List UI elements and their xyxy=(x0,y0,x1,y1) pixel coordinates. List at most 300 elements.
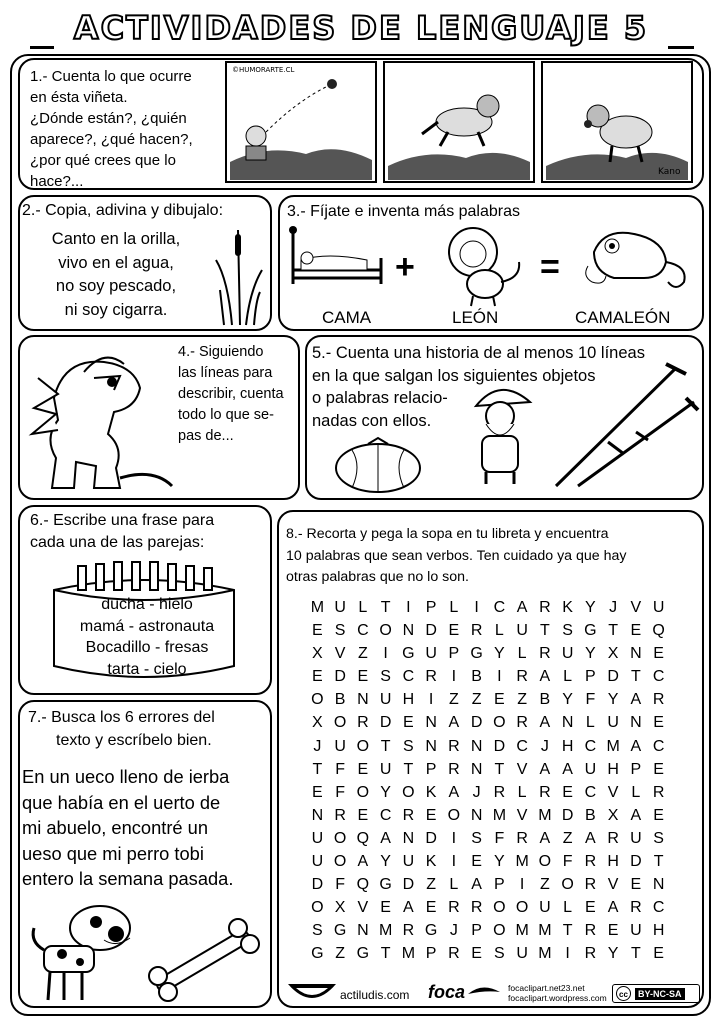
word-search-letter: Y xyxy=(607,691,619,709)
word-search-letter: U xyxy=(379,760,392,778)
word-search-row xyxy=(306,735,670,758)
word-search-letter: E xyxy=(357,668,369,686)
word-search-row xyxy=(306,850,670,873)
act7-title-line: texto y escríbelo bien. xyxy=(56,732,212,749)
word-search-letter: H xyxy=(561,737,574,755)
license-badge xyxy=(612,984,700,1003)
word-search-letter: N xyxy=(630,714,642,732)
word-search-letter: T xyxy=(312,760,323,778)
word-search-letter: X xyxy=(607,806,619,824)
word-search-letter: Y xyxy=(607,945,619,963)
word-search-letter: I xyxy=(565,945,570,963)
word-search-letter: O xyxy=(333,714,347,732)
word-search-letter: A xyxy=(380,829,391,847)
word-search-letter: O xyxy=(493,899,506,917)
word-search-letter: U xyxy=(630,922,642,940)
word-search-letter: N xyxy=(311,806,324,824)
word-search-letter: E xyxy=(562,783,573,801)
word-search-letter: T xyxy=(653,853,664,871)
footer-site-link[interactable]: focaclipart.wordpress.com xyxy=(508,993,607,1003)
word-search-letter: H xyxy=(652,922,665,940)
word-search-letter: I xyxy=(519,876,525,894)
act8-text xyxy=(286,524,704,589)
word-search-letter: O xyxy=(493,714,506,732)
word-search-letter: X xyxy=(312,714,323,732)
word-search-letter: E xyxy=(357,760,369,778)
word-search-letter: E xyxy=(653,945,664,963)
word-search-letter: A xyxy=(585,829,596,847)
pair-item: mamá - astronauta xyxy=(79,617,215,635)
act7-line: entero la semana pasada. xyxy=(22,868,234,889)
word-search-letter: Y xyxy=(380,783,391,801)
cc-icon: cc xyxy=(616,986,631,1001)
word-search-letter: U xyxy=(334,599,346,616)
word-search-letter: R xyxy=(539,783,551,801)
word-search-letter: N xyxy=(470,737,483,755)
word-search-letter: R xyxy=(425,668,437,686)
word-search-letter: G xyxy=(402,645,415,663)
word-search-letter: R xyxy=(493,783,506,801)
word-search-letter: Z xyxy=(517,691,528,709)
word-search-letter: N xyxy=(402,829,415,847)
word-search-letter: O xyxy=(311,691,324,709)
word-search-row xyxy=(306,711,670,734)
word-search-letter: O xyxy=(447,806,461,824)
crutches-icon xyxy=(548,362,698,490)
word-search-letter: N xyxy=(357,922,369,940)
act6-title-line: 6.- Escribe una frase para xyxy=(30,512,215,529)
word-search-letter: Z xyxy=(539,876,550,894)
footer-site-link[interactable]: focaclipart.net23.net xyxy=(508,983,585,993)
word-search-letter: I xyxy=(428,691,434,709)
word-search-letter: E xyxy=(630,876,642,894)
word-search-letter: S xyxy=(334,622,346,640)
word-search-letter: C xyxy=(379,806,392,824)
word-search-row xyxy=(306,781,670,804)
word-search-letter: E xyxy=(607,922,619,940)
word-search-letter: C xyxy=(357,622,369,640)
word-search-letter: R xyxy=(630,899,642,917)
word-search-row xyxy=(306,804,670,827)
act5-line: 5.- Cuenta una historia de al menos 10 líneas xyxy=(312,344,645,362)
word-search-letter: L xyxy=(517,783,527,801)
word-search-letter: F xyxy=(335,876,346,894)
word-search-letter: V xyxy=(357,899,369,917)
word-search-letter: G xyxy=(424,922,438,940)
word-search-letter: E xyxy=(403,714,414,732)
word-search-letter: R xyxy=(470,899,483,917)
word-search-letter: O xyxy=(379,622,392,640)
word-search-letter: L xyxy=(449,599,459,616)
word-search-letter: X xyxy=(312,645,323,663)
word-search-letter: B xyxy=(539,691,551,709)
word-search-letter: A xyxy=(562,760,573,778)
word-search-row xyxy=(306,873,670,896)
act2-riddle xyxy=(22,228,210,322)
word-search-letter: R xyxy=(516,714,528,732)
word-search-letter: E xyxy=(471,945,482,963)
word-search-letter: T xyxy=(608,622,619,640)
word-search-letter: R xyxy=(584,876,597,894)
word-search-letter: P xyxy=(630,760,642,778)
word-search-letter: Q xyxy=(652,622,665,640)
word-search-letter: U xyxy=(539,899,551,917)
word-search-letter: C xyxy=(516,737,528,755)
word-search-letter: P xyxy=(425,599,437,616)
word-search-letter: H xyxy=(402,691,415,709)
word-search-letter: U xyxy=(607,714,619,732)
riddle-line: ni soy cigarra. xyxy=(64,300,168,319)
word-search-letter: E xyxy=(653,645,664,663)
dragon-icon xyxy=(24,338,174,498)
word-search-letter: Y xyxy=(562,691,573,709)
foca-seal-icon xyxy=(466,984,502,998)
act1-line: ¿por qué crees que lo xyxy=(30,152,176,169)
word-search-letter: T xyxy=(380,599,391,616)
word-search-letter: E xyxy=(425,806,437,824)
word-search-letter: S xyxy=(403,737,414,755)
word-search-letter: G xyxy=(333,922,347,940)
word-search-letter: N xyxy=(470,760,483,778)
tomato-icon xyxy=(332,436,424,496)
word-search-row xyxy=(306,896,670,919)
riddle-line: no soy pescado, xyxy=(55,277,177,295)
word-search-letter: L xyxy=(631,783,641,801)
act3-title: 3.- Fíjate e inventa más palabras xyxy=(287,203,521,220)
word-search-letter: I xyxy=(406,599,411,616)
word-search-letter: Z xyxy=(562,829,573,847)
word-search-letter: M xyxy=(401,945,416,963)
word-search-letter: S xyxy=(380,668,391,686)
act1-line: 1.- Cuenta lo que ocurre xyxy=(30,68,192,85)
pair-item: Bocadillo - fresas xyxy=(85,639,209,656)
spotted-dog-icon xyxy=(26,888,144,1004)
word-search-letter: O xyxy=(493,922,506,940)
word-search-row xyxy=(306,596,670,619)
word-search-letter: L xyxy=(563,899,573,917)
act4-line: 4.- Siguiendo xyxy=(178,344,264,360)
act6-pairs xyxy=(52,594,242,680)
word-search-letter: L xyxy=(563,668,573,686)
word-search-letter: C xyxy=(402,668,415,686)
act4-line: describir, cuenta xyxy=(178,386,284,402)
riddle-line: Canto en la orilla, xyxy=(51,230,181,248)
word-search-letter: U xyxy=(334,737,346,755)
word-search-letter: R xyxy=(516,829,528,847)
word-search-letter: L xyxy=(494,622,504,640)
word-search-letter: P xyxy=(425,945,437,963)
word-search-letter: T xyxy=(630,668,641,686)
comic-signature: Kano xyxy=(658,167,681,177)
word-search-letter: E xyxy=(425,899,437,917)
word-search-letter: T xyxy=(562,922,573,940)
word-search-letter: K xyxy=(425,783,437,801)
word-search-letter: R xyxy=(448,737,460,755)
word-search-letter: P xyxy=(471,922,482,940)
word-search-letter: D xyxy=(607,668,619,686)
act8-line: 8.- Recorta y pega la sopa en tu libreta y encuentra xyxy=(286,526,609,542)
word-cama: CAMA xyxy=(322,308,372,327)
word-search-letter: K xyxy=(562,599,573,616)
word-search-letter: E xyxy=(653,806,664,824)
word-search-letter: R xyxy=(516,668,528,686)
word-search-letter: I xyxy=(451,668,457,686)
word-search-letter: U xyxy=(584,760,597,778)
word-search-letter: O xyxy=(333,853,347,871)
word-search-letter: E xyxy=(653,760,664,778)
word-search-letter: Z xyxy=(357,645,368,663)
word-search-letter: M xyxy=(378,922,393,940)
title-rule-right xyxy=(668,46,694,49)
word-search-letter: F xyxy=(335,783,346,801)
word-search-letter: V xyxy=(607,876,619,894)
word-search-letter: H xyxy=(607,760,619,778)
pair-item: ducha - hielo xyxy=(101,596,193,613)
gnome-icon xyxy=(460,376,540,488)
word-search-letter: R xyxy=(652,783,665,801)
word-search-letter: M xyxy=(606,737,620,755)
word-search-letter: Z xyxy=(426,876,437,894)
comic-credit: ©HUMORARTE.CL xyxy=(232,66,295,74)
equals-sign: = xyxy=(540,248,560,286)
word-search-letter: J xyxy=(449,922,458,940)
word-search-letter: Y xyxy=(494,645,505,663)
word-search-letter: T xyxy=(380,737,391,755)
reeds-icon xyxy=(210,220,266,328)
word-search-letter: B xyxy=(585,806,596,824)
act4-text xyxy=(178,342,298,447)
word-search-letter: R xyxy=(584,945,597,963)
word-search-letter: B xyxy=(334,691,346,709)
word-search-letter: J xyxy=(540,737,549,755)
word-search-letter: U xyxy=(516,622,528,640)
word-search-letter: U xyxy=(561,645,574,663)
bed-icon xyxy=(287,222,387,292)
word-search-letter: Y xyxy=(585,599,596,616)
word-search-letter: E xyxy=(312,622,323,640)
word-search-letter: F xyxy=(335,760,346,778)
word-search-row xyxy=(306,642,670,665)
act4-line: pas de... xyxy=(178,428,234,444)
word-search-letter: D xyxy=(470,714,483,732)
act4-line: las líneas para xyxy=(178,365,273,381)
word-search-letter: U xyxy=(630,829,642,847)
act5-line: en la que salgan los siguientes objetos xyxy=(312,366,596,385)
word-search-letter: U xyxy=(311,853,324,871)
word-search-letter: R xyxy=(448,945,460,963)
word-search-letter: S xyxy=(562,622,573,640)
word-search-letter: A xyxy=(516,599,528,616)
word-search-letter: C xyxy=(652,899,665,917)
word-search-letter: Y xyxy=(585,645,596,663)
word-search-letter: R xyxy=(584,853,597,871)
word-search-letter: D xyxy=(425,622,437,640)
word-search-letter: N xyxy=(425,714,437,732)
word-search-letter: C xyxy=(652,668,665,686)
word-search-letter: G xyxy=(584,622,597,640)
word-search-letter: A xyxy=(357,853,369,871)
act1-line: aparece?, ¿qué hacen?, xyxy=(30,131,193,148)
word-search-row xyxy=(306,827,670,850)
act8-line: otras palabras que no lo son. xyxy=(286,569,469,585)
word-search-letter: S xyxy=(312,922,323,940)
word-search-letter: U xyxy=(652,599,665,616)
word-search-letter: X xyxy=(607,645,619,663)
word-search-letter: D xyxy=(630,853,642,871)
activity-1-text xyxy=(30,66,225,192)
word-search-letter: R xyxy=(539,599,551,616)
actiludis-smile-icon xyxy=(284,978,340,1008)
word-search-letter: D xyxy=(379,714,392,732)
word-search-letter: R xyxy=(448,760,460,778)
word-search-letter: Q xyxy=(356,876,370,894)
word-search-letter: V xyxy=(630,599,642,616)
word-search-letter: I xyxy=(383,645,388,663)
word-search-letter: P xyxy=(585,668,596,686)
word-search-letter: A xyxy=(448,783,460,801)
word-camaleon: CAMALEÓN xyxy=(575,308,671,327)
word-search-letter: E xyxy=(471,853,482,871)
word-search-letter: O xyxy=(515,899,529,917)
word-search-grid xyxy=(306,596,670,966)
act7-title xyxy=(28,706,268,752)
word-search-letter: N xyxy=(357,691,369,709)
bone-icon xyxy=(146,918,264,1002)
act6-title-line: cada una de las parejas: xyxy=(30,534,205,551)
word-search-letter: A xyxy=(539,668,551,686)
word-search-row xyxy=(306,758,670,781)
word-search-letter: R xyxy=(584,922,597,940)
footer-sites xyxy=(508,983,607,1003)
word-leon: LEÓN xyxy=(452,308,499,327)
word-search-row xyxy=(306,619,670,642)
word-search-letter: V xyxy=(334,645,346,663)
lion-icon xyxy=(435,222,531,308)
word-search-letter: M xyxy=(515,853,529,871)
word-search-letter: V xyxy=(516,760,528,778)
word-search-letter: T xyxy=(380,945,391,963)
word-search-letter: A xyxy=(630,691,642,709)
word-search-letter: T xyxy=(539,622,550,640)
word-search-letter: Z xyxy=(448,691,459,709)
word-search-letter: E xyxy=(494,691,505,709)
word-search-letter: D xyxy=(493,737,506,755)
chameleon-icon xyxy=(584,222,694,298)
title-rule-left xyxy=(30,46,54,49)
word-search-letter: G xyxy=(311,945,324,963)
act5-line: nadas con ellos. xyxy=(312,411,432,430)
word-search-letter: A xyxy=(471,876,482,894)
plus-sign: + xyxy=(395,248,415,286)
word-search-letter: C xyxy=(652,737,665,755)
word-search-letter: E xyxy=(357,806,369,824)
word-search-letter: E xyxy=(585,899,596,917)
word-search-letter: H xyxy=(607,853,619,871)
comic-strip xyxy=(226,62,696,186)
word-search-letter: D xyxy=(425,829,437,847)
license-text: BY-NC-SA xyxy=(635,988,685,1000)
footer-actiludis[interactable]: actiludis.com xyxy=(340,988,410,1002)
word-search-letter: N xyxy=(630,645,642,663)
word-search-letter: A xyxy=(607,899,619,917)
word-search-letter: L xyxy=(449,876,459,894)
word-search-letter: S xyxy=(653,829,664,847)
act1-line: en ésta viñeta. xyxy=(30,89,128,106)
word-search-letter: N xyxy=(402,622,415,640)
word-search-letter: M xyxy=(515,922,529,940)
word-search-letter: M xyxy=(538,806,552,824)
word-search-letter: E xyxy=(312,668,323,686)
word-search-letter: D xyxy=(402,876,415,894)
word-search-letter: L xyxy=(517,645,527,663)
word-search-letter: A xyxy=(539,714,551,732)
word-search-letter: Y xyxy=(380,853,391,871)
word-search-letter: E xyxy=(380,899,391,917)
word-search-letter: O xyxy=(356,783,370,801)
word-search-letter: O xyxy=(561,876,574,894)
word-search-letter: O xyxy=(402,783,415,801)
word-search-letter: C xyxy=(584,783,597,801)
act7-line: En un ueco lleno de ierba xyxy=(22,766,230,787)
word-search-letter: C xyxy=(493,599,506,616)
act1-line: hace?... xyxy=(30,173,84,190)
word-search-letter: F xyxy=(562,853,573,871)
word-search-letter: V xyxy=(516,806,528,824)
word-search-letter: J xyxy=(609,599,618,616)
word-search-letter: N xyxy=(425,737,437,755)
word-search-letter: M xyxy=(538,945,552,963)
word-search-letter: S xyxy=(471,829,482,847)
word-search-letter: E xyxy=(312,783,323,801)
word-search-letter: I xyxy=(474,599,479,616)
word-search-letter: R xyxy=(334,806,346,824)
act2-title: 2.- Copia, adivina y dibujalo: xyxy=(22,202,224,219)
word-search-letter: A xyxy=(630,737,642,755)
act7-text xyxy=(22,764,272,892)
word-search-letter: E xyxy=(448,622,460,640)
word-search-letter: O xyxy=(311,899,324,917)
word-search-letter: I xyxy=(497,668,502,686)
word-search-letter: A xyxy=(403,899,414,917)
word-search-letter: A xyxy=(539,760,551,778)
word-search-letter: U xyxy=(516,945,528,963)
word-search-letter: K xyxy=(425,853,437,871)
word-search-letter: G xyxy=(356,945,370,963)
word-search-letter: R xyxy=(448,899,460,917)
word-search-letter: I xyxy=(451,829,457,847)
word-search-letter: T xyxy=(630,945,641,963)
word-search-letter: S xyxy=(494,945,505,963)
word-search-letter: Q xyxy=(356,829,370,847)
act4-line: todo lo que se- xyxy=(178,407,274,423)
act6-title xyxy=(30,510,270,554)
word-search-letter: R xyxy=(539,645,551,663)
word-search-letter: J xyxy=(472,783,481,801)
act7-line: que había en el uerto de xyxy=(22,791,221,813)
act5-line: o palabras relacio- xyxy=(312,389,448,407)
word-search-letter: D xyxy=(311,876,324,894)
word-search-letter: Z xyxy=(335,945,346,963)
word-search-letter: O xyxy=(333,829,347,847)
word-search-letter: R xyxy=(607,829,619,847)
word-search-letter: A xyxy=(630,806,642,824)
word-search-letter: T xyxy=(494,760,505,778)
word-search-letter: P xyxy=(494,876,505,894)
word-search-letter: M xyxy=(492,806,507,824)
word-search-letter: X xyxy=(334,899,346,917)
word-search-letter: U xyxy=(311,829,324,847)
footer-foca-logo: foca xyxy=(428,982,466,1002)
